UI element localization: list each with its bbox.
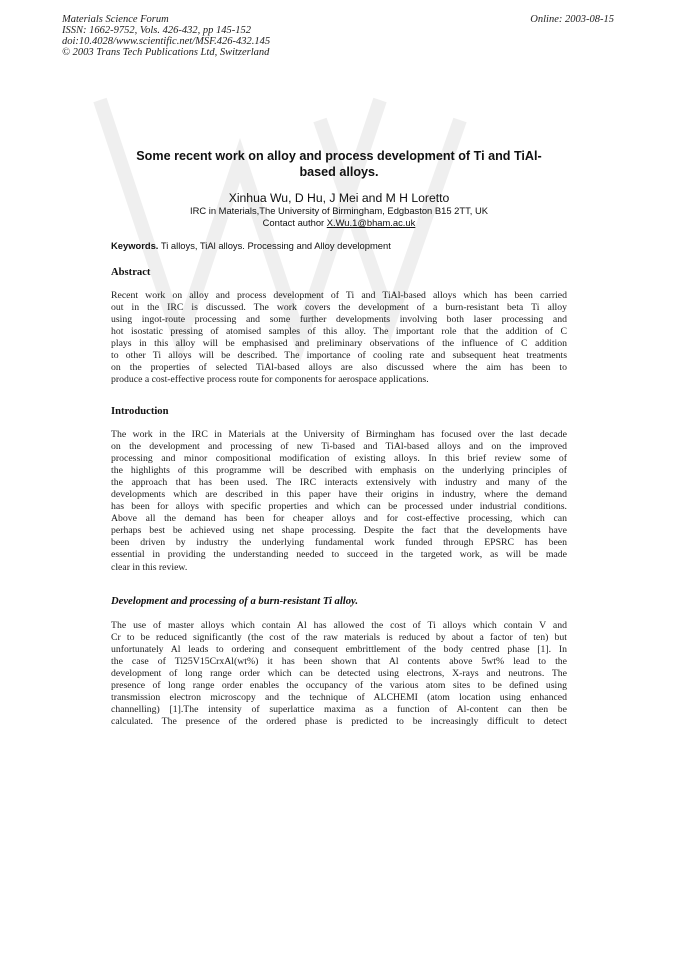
development-body [111,620,567,728]
text-line: transmission electron microscopy and the technique of ALCHEMI (atom location using enhanced [111,692,567,704]
text-line: clear in this review. [111,561,188,573]
text-line: presence of long range order enables the occupancy of the various atom sites to be defined using [111,680,567,692]
text-line: hot isostatic pressing of atomised samples of this alloy. The important role that the addition of C [111,326,567,338]
text-line: on the development and processing of new Ti-based and TiAl-based alloys and on the improved [111,441,567,453]
text-line: calculated. The presence of the ordered phase is predicted to be increasingly difficult to detect [111,716,567,728]
text-line: development of long range order which can be detected using electrons, X-rays and neutrons. The [111,668,567,680]
text-line: produce a cost-effective process route for components for aerospace applications. [111,374,429,386]
text-line: out in the IRC is discussed. The work covers the development of a burn-resistant beta Ti alloy [111,302,567,314]
journal-header [62,14,270,58]
text-line: using ingot-route processing and some further developments involving both laser processing and [111,314,567,326]
journal-name: Materials Science Forum [62,14,169,25]
text-line: channelling) [1].The intensity of superlattice maxima as a function of Al-content can then be [111,704,567,716]
text-line: essential in providing the understanding needed to succeed in the targeted work, as will be made [111,549,567,561]
text-line: the case of Ti25V15CrxAl(wt%) it has been shown that Al contents above 5wt% lead to the [111,656,567,668]
text-line: plays in this alloy will be emphasised and preliminary observations of the influence of C addition [111,338,567,350]
text-line: unfortunately Al leads to ordering and consequent embrittlement of the body centred phase [1]. In [111,644,567,656]
text-line: The use of master alloys which contain Al has allowed the cost of Ti alloys which contain V and [111,620,567,631]
title-line: based alloys. [299,165,379,179]
text-line: perhaps best be achieved using net shape processing. Despite the fact that the developments have [111,525,567,537]
text-line: Cr to be reduced significantly (the cost of the raw materials is reduced by about a factor of ten) but [111,632,567,644]
text-line: developments which are described in this paper have their origins in industry, where the demand [111,489,567,501]
issn-line: ISSN: 1662-9752, Vols. 426-432, pp 145-152 [62,25,251,36]
online-date: Online: 2003-08-15 [530,14,614,25]
affiliation: IRC in Materials,The University of Birmingham, Edgbaston B15 2TT, UK [189,205,489,216]
text-line: been driven by industry the underlying fundamental work funded through EPSRC has been [111,537,567,549]
affiliation-block [110,205,568,229]
keywords-label: Keywords. [111,240,159,251]
contact-email-link[interactable]: X.Wu.1@bham.ac.uk [326,217,416,228]
keywords [111,240,391,251]
text-line: Above all the demand has been for cheaper alloys and for cost-effective processing, which can [111,513,567,525]
introduction-body [111,429,567,574]
text-line: Recent work on alloy and process development of Ti and TiAl-based alloys which has been carried [111,290,567,301]
title-line: Some recent work on alloy and process development of Ti and TiAl- [136,149,542,163]
abstract-body [111,290,567,386]
contact-prefix: Contact author [262,217,327,228]
paper-title [110,148,568,180]
doi-line: doi:10.4028/www.scientific.net/MSF.426-432.145 [62,36,271,47]
keywords-text: Ti alloys, TiAl alloys. Processing and Alloy development [158,240,391,251]
text-line: the approach that has been used. The IRC interacts extensively with industry and many of the [111,477,567,489]
text-line: the highlights of this programme will be described with emphasis on the underlying principles of [111,465,567,477]
text-line: to other Ti alloys will be described. The importance of cooling rate and subsequent heat treatments [111,350,567,362]
text-line: has been for alloys with specific properties and which can be processed under industrial conditions. [111,501,567,513]
copyright-line: © 2003 Trans Tech Publications Ltd, Switzerland [62,47,270,58]
abstract-heading: Abstract [111,267,151,278]
authors: Xinhua Wu, D Hu, J Mei and M H Loretto [228,191,450,205]
text-line: The work in the IRC in Materials at the University of Birmingham has focused over the last decade [111,429,567,440]
text-line: processing and minor compositional modification of existing alloys. In this brief review some of [111,453,567,465]
development-heading: Development and processing of a burn-resistant Ti alloy. [111,596,358,607]
text-line: on the properties of selected TiAl-based alloys are also discussed where the aim has been to [111,362,567,374]
contact-line [110,217,568,229]
introduction-heading: Introduction [111,406,169,417]
